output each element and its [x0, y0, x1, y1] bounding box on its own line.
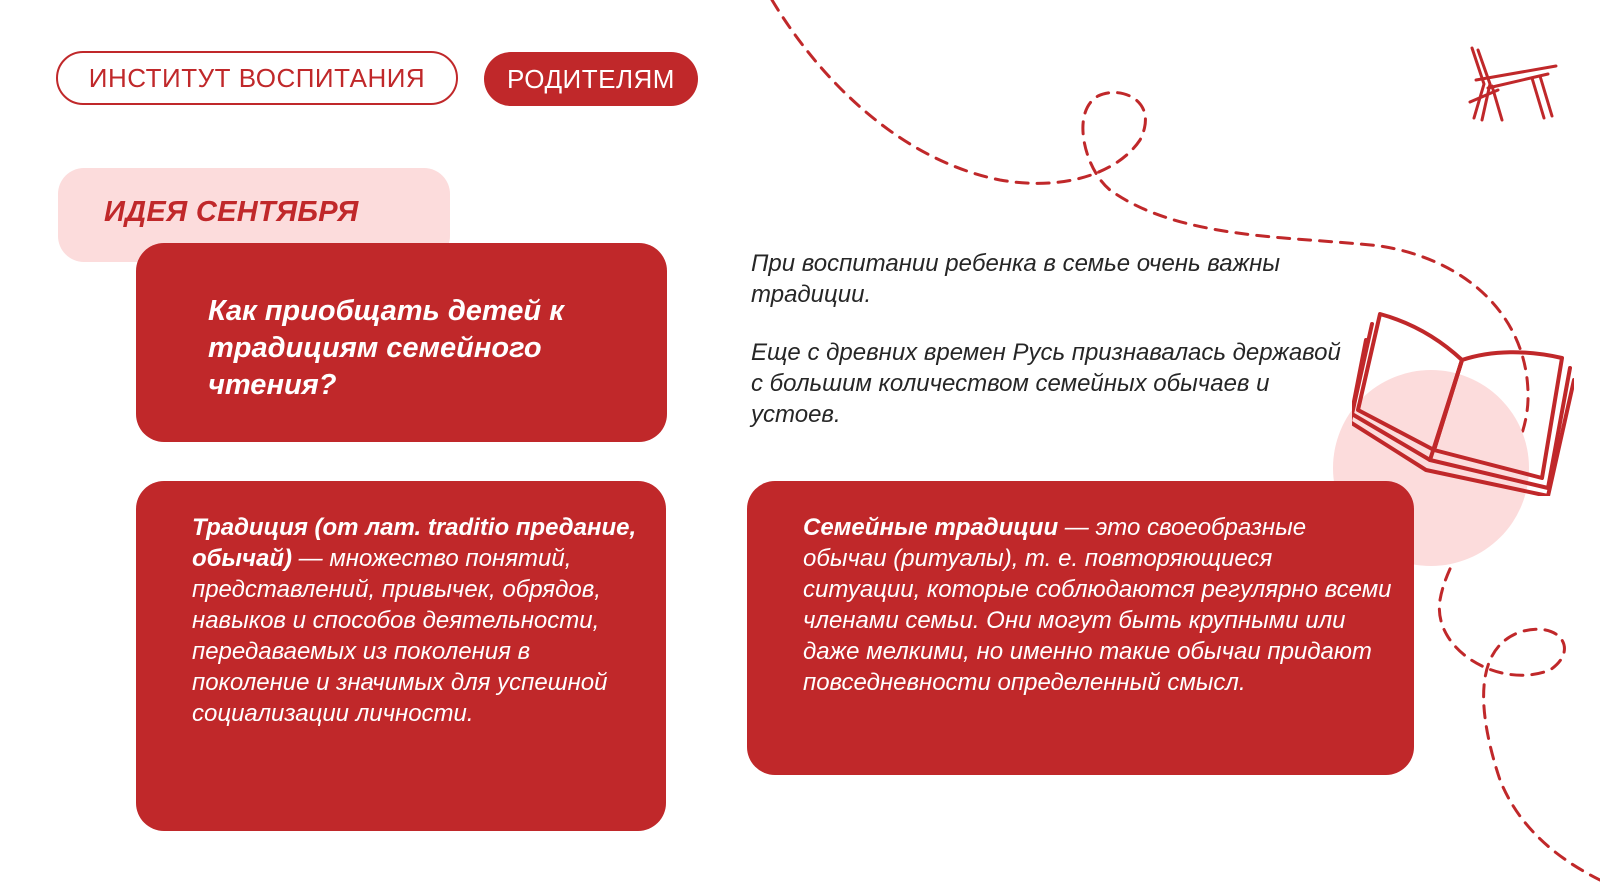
tradition-term: Традиция (от лат. traditio предание, обычай) [192, 514, 637, 572]
tradition-description: — множество понятий, представлений, привычек, обрядов, навыков и способов деятельности, передаваемых из поколения в поколение и значимых для успешной социализации личности. [192, 545, 608, 727]
family-traditions-description: — это своеобразные обычаи (ритуалы), т. е. повторяющиеся ситуации, которые соблюдаются регулярно всеми членами семьи. Они могут быть крупными или даже мелкими, но именно такие обычаи придают повседневности определенный смысл. [803, 514, 1392, 696]
open-book-icon [1352, 310, 1574, 496]
question-heading: Как приобщать детей к традициям семейного чтения? [208, 295, 564, 401]
family-traditions-card [747, 481, 1414, 775]
institute-label: ИНСТИТУТ ВОСПИТАНИЯ [56, 51, 458, 105]
intro-text [751, 248, 1341, 430]
tradition-definition-card [136, 481, 666, 831]
tradition-definition [192, 512, 646, 729]
intro-paragraph-1: При воспитании ребенка в семье очень важны традиции. [751, 250, 1281, 308]
chair-horse-logo-icon [1462, 44, 1558, 124]
idea-of-month-tag: ИДЕЯ СЕНТЯБРЯ [58, 168, 450, 262]
question-card [136, 243, 667, 442]
intro-paragraph-2: Еще с древних времен Русь признавалась державой с большим количеством семейных обычаев и устоев. [751, 339, 1341, 428]
parents-label: РОДИТЕЛЯМ [484, 52, 698, 106]
family-traditions-term: Семейные традиции [803, 514, 1059, 541]
family-traditions-definition [803, 512, 1394, 698]
